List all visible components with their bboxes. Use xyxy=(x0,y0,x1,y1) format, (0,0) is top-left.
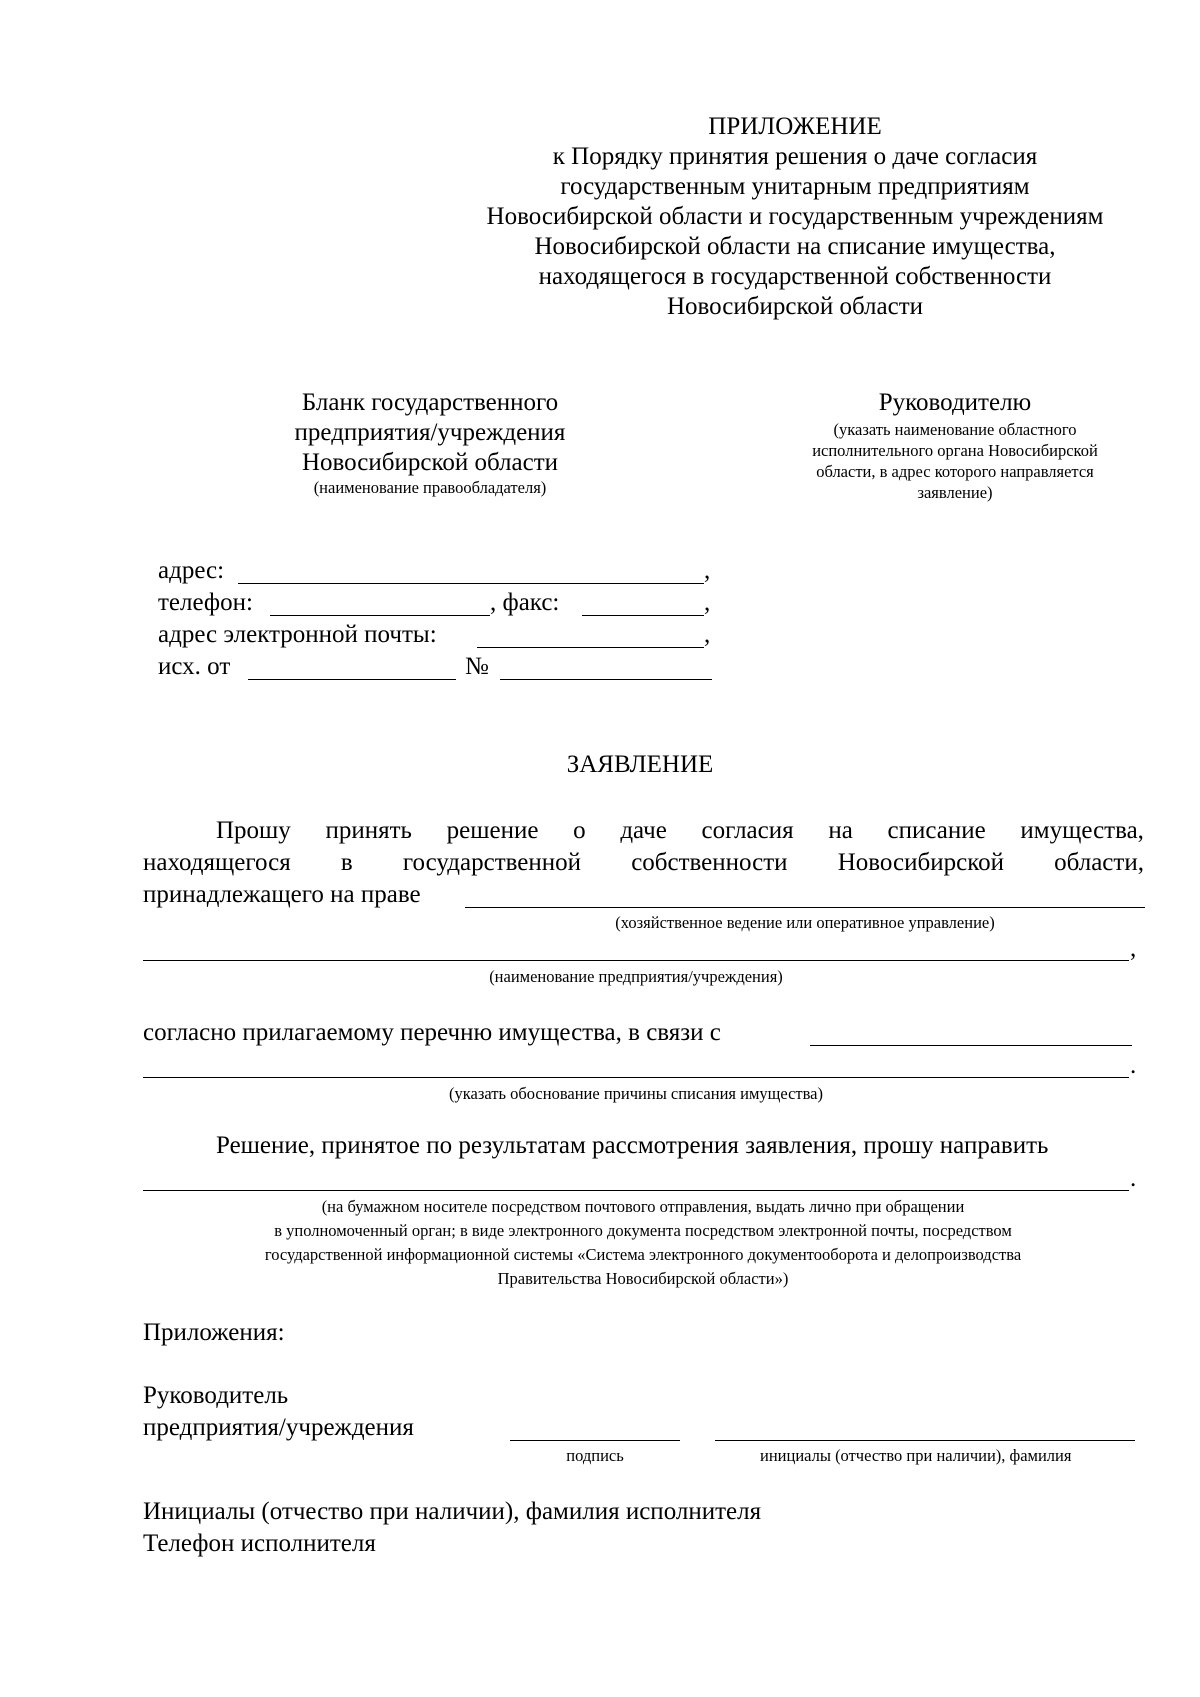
delivery-note: в уполномоченный орган; в виде электронного документа посредством электронной почты, посредством xyxy=(274,1221,1012,1240)
outgoing-number-field[interactable] xyxy=(500,679,712,680)
executor-phone: Телефон исполнителя xyxy=(143,1530,376,1557)
word: даче xyxy=(620,817,667,844)
addressee-note: исполнительного органа Новосибирской xyxy=(812,441,1098,460)
letterhead-line: Бланк государственного xyxy=(301,389,559,416)
word: имущества, xyxy=(1020,817,1144,844)
email-field[interactable] xyxy=(477,647,704,648)
appendix-line: Новосибирской области xyxy=(666,293,924,320)
delivery-note: Правительства Новосибирской области») xyxy=(497,1269,789,1288)
signature-note: подпись xyxy=(566,1446,624,1465)
word: о xyxy=(573,817,586,844)
reason-field-1[interactable] xyxy=(810,1045,1132,1046)
head-org: предприятия/учреждения xyxy=(143,1414,414,1441)
right-type-note: (хозяйственное ведение или оперативное управление) xyxy=(615,913,995,932)
period: . xyxy=(1130,1165,1137,1192)
phone-field[interactable] xyxy=(270,615,490,616)
appendix-line: к Порядку принятия решения о даче согласия xyxy=(552,143,1038,170)
period: . xyxy=(1130,1052,1137,1079)
word: находящегося xyxy=(143,849,291,876)
word: собственности xyxy=(631,849,788,876)
word: в xyxy=(340,849,353,876)
phone-label: телефон: xyxy=(158,589,253,616)
fax-field[interactable] xyxy=(582,615,704,616)
word: принять xyxy=(325,817,412,844)
appendix-title: ПРИЛОЖЕНИЕ xyxy=(708,113,882,140)
head-title: Руководитель xyxy=(143,1382,289,1409)
statement-para3: Решение, принятое по результатам рассмотрения заявления, прошу направить xyxy=(216,1132,1049,1159)
head-name-note: инициалы (отчество при наличии), фамилия xyxy=(760,1446,1072,1465)
address-label: адрес: xyxy=(158,557,225,584)
comma: , xyxy=(704,557,711,584)
word: Прошу xyxy=(216,817,291,844)
word: государственной xyxy=(402,849,582,876)
appendix-line: государственным унитарным предприятиям xyxy=(560,173,1030,200)
appendix-line: Новосибирской области на списание имущества, xyxy=(534,233,1056,260)
outgoing-label: исх. от xyxy=(158,653,231,680)
org-name-field[interactable] xyxy=(143,960,1129,961)
statement-para1-line3: принадлежащего на праве xyxy=(143,881,421,908)
comma: , xyxy=(704,589,711,616)
addressee-note: (указать наименование областного xyxy=(833,420,1077,439)
number-label: № xyxy=(465,653,489,680)
signature-field[interactable] xyxy=(510,1440,680,1441)
delivery-method-field[interactable] xyxy=(143,1190,1129,1191)
attachments-label: Приложения: xyxy=(143,1319,285,1346)
address-field[interactable] xyxy=(238,583,704,584)
addressee-note: заявление) xyxy=(917,483,993,502)
statement-title: ЗАЯВЛЕНИЕ xyxy=(566,751,714,778)
reason-note: (указать обоснование причины списания имущества) xyxy=(449,1084,823,1103)
statement-para2: согласно прилагаемому перечню имущества, в связи с xyxy=(143,1019,721,1046)
fax-label: , факс: xyxy=(490,589,560,616)
head-name-field[interactable] xyxy=(715,1440,1135,1441)
delivery-note: (на бумажном носителе посредством почтового отправления, выдать лично при обращении xyxy=(321,1197,965,1216)
word: на xyxy=(828,817,853,844)
word: Новосибирской xyxy=(837,849,1004,876)
word: списание xyxy=(887,817,986,844)
letterhead-line: Новосибирской области xyxy=(301,449,559,476)
letterhead-line: предприятия/учреждения xyxy=(294,419,566,446)
email-label: адрес электронной почты: xyxy=(158,621,437,648)
appendix-line: Новосибирской области и государственным учреждениям xyxy=(486,203,1104,230)
comma: , xyxy=(1130,935,1137,962)
addressee-title: Руководителю xyxy=(878,389,1032,416)
word: области, xyxy=(1054,849,1144,876)
statement-para1-line1 xyxy=(216,816,1144,846)
right-type-field[interactable] xyxy=(465,907,1145,908)
executor-name: Инициалы (отчество при наличии), фамилия исполнителя xyxy=(143,1498,762,1525)
statement-para1-line2 xyxy=(143,848,1144,878)
word: решение xyxy=(446,817,539,844)
delivery-note: государственной информационной системы «Система электронного документооборота и делопроизводства xyxy=(264,1245,1022,1264)
letterhead-note: (наименование правообладателя) xyxy=(313,478,547,497)
comma: , xyxy=(704,621,711,648)
word: согласия xyxy=(701,817,794,844)
appendix-line: находящегося в государственной собственности xyxy=(538,263,1052,290)
org-name-note: (наименование предприятия/учреждения) xyxy=(489,967,783,986)
reason-field-2[interactable] xyxy=(143,1077,1129,1078)
addressee-note: области, в адрес которого направляется xyxy=(816,462,1094,481)
outgoing-date-field[interactable] xyxy=(248,679,456,680)
